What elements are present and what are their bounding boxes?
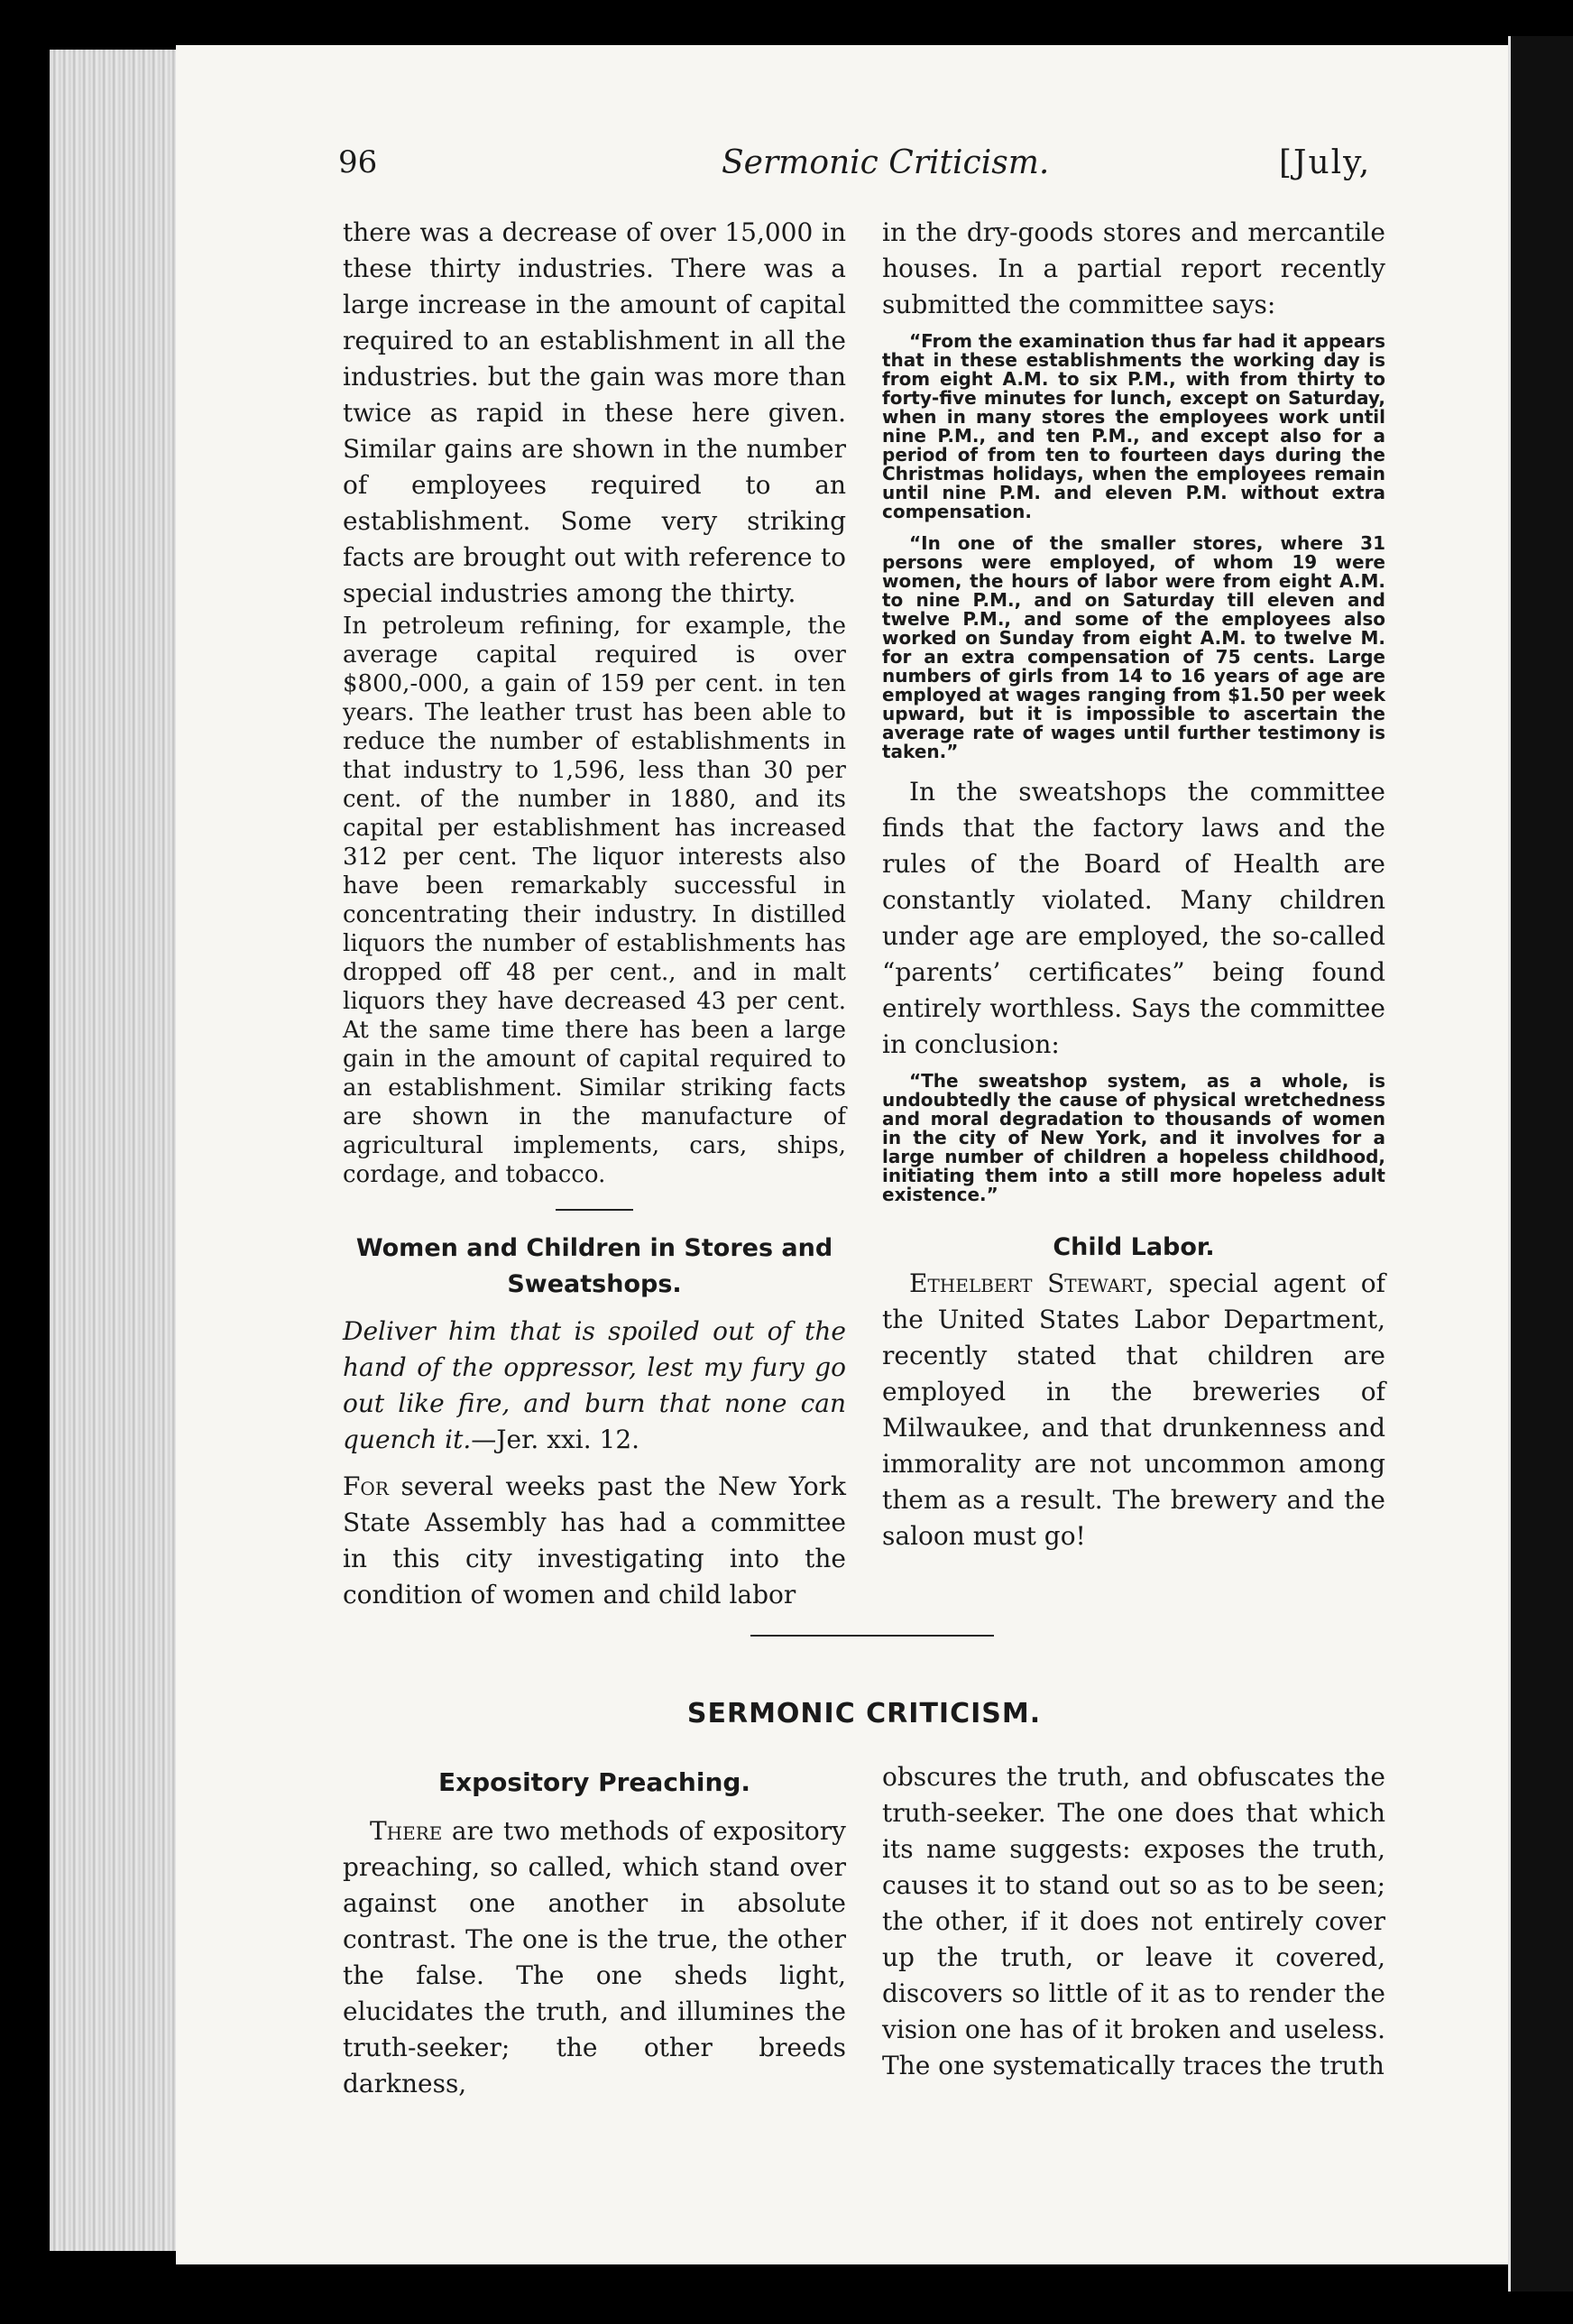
running-month: [July, <box>1279 144 1372 181</box>
section-divider <box>750 1635 994 1637</box>
left-column <box>343 215 846 1613</box>
epigraph-reference: —Jer. xxi. 12. <box>471 1425 640 1454</box>
epigraph <box>343 1314 846 1458</box>
expository-paragraph-left <box>343 1813 846 2102</box>
left-paragraph-3-text: several weeks past the New York State Assembly has had a committee in this city investigating into the condition of women and child labor <box>343 1471 846 1609</box>
committee-quote-2: “In one of the smaller stores, where 31 persons were employed, of whom 19 were women, the hours of labor were from eight A.M. to nine P.M., and on Saturday till eleven and twelve P.M., and some of the employees also worked on Sunday from eight A.M. to twelve M. for an extra compensation of 75 cents. Large numbers of girls from 14 to 16 years of age are employed at wages ranging from $1.50 per week upward, but it is impossible to ascertain the average rate of wages until further testimony is taken.” <box>882 532 1385 762</box>
bottom-left-column <box>343 1765 846 2102</box>
right-paragraph-3-lead: Ethelbert Stewart, <box>909 1268 1154 1298</box>
scan-background <box>1511 36 1573 2292</box>
bottom-right-column <box>882 1759 1385 2084</box>
sub-heading-expository-preaching: Expository Preaching. <box>437 1767 751 1797</box>
left-paragraph-3-lead: For <box>343 1471 389 1501</box>
committee-quote-3: “The sweatshop system, as a whole, is undoubtedly the cause of physical wretchedness and moral degradation to thousands of women in the city of New York, and it involves for a large number of children a hopeless childhood, initiating them into a still more hopeless adult existence.” <box>882 1070 1385 1205</box>
left-paragraph-1: there was a decrease of over 15,000 in these thirty industries. There was a large increase in the amount of capital required to an establishment in all the industries. but the gain was more than twice as rapid in these here given. Similar gains are shown in the number of employees required to an establishment. Some very striking facts are brought out with reference to special industries among the thirty. <box>343 217 846 608</box>
page-number: 96 <box>338 144 378 180</box>
left-paragraph-2: In petroleum refining, for example, the average capital required is over $800,-000, a gain of 159 per cent. in ten years. The leather trust has been able to reduce the number of establishments in that industry to 1,596, less than 30 per cent. of the number in 1880, and its capital per establishment has increased 312 per cent. The liquor interests also have been remarkably successful in concentrating their industry. In distilled liquors the number of establishments has dropped off 48 per cent., and in malt liquors they have decreased 43 per cent. At the same time there has been a large gain in the amount of capital required to an establishment. Similar striking facts are shown in the manufacture of agricultural implements, cars, ships, cordage, and tobacco. <box>343 613 846 1188</box>
running-title: Sermonic Criticism. <box>722 144 1050 181</box>
section-heading-child-labor: Child Labor. <box>1053 1233 1215 1261</box>
main-heading-sermonic-criticism: SERMONIC CRITICISM. <box>686 1698 1042 1729</box>
epigraph-text: Deliver him that is spoiled out of the hand of the oppressor, lest my fury go out like fire, and burn that none can quench it. <box>343 1316 846 1454</box>
committee-quote-1: “From the examination thus far had it appears that in these establishments the working day is from eight A.M. to six P.M., with from thirty to forty-five minutes for lunch, except on Saturday, when in many stores the employees work until nine P.M., and ten P.M., and except also for a period of from ten to fourteen days during the Christmas holidays, when the employees remain until nine P.M. and eleven P.M. without extra compensation. <box>882 330 1385 522</box>
expository-text-left: are two methods of expository preaching, so called, which stand over against one another in absolute contrast. The one is the true, the other the false. The one sheds light, elucidates the truth, and illumines the truth-seeker; the other breeds darkness, <box>343 1816 846 2098</box>
section-heading-women-children: Women and Children in Stores and Sweatshops. <box>355 1234 833 1298</box>
right-paragraph-1: in the dry-goods stores and mercantile houses. In a partial report recently submitted the committee says: <box>882 217 1385 319</box>
book-page-edges <box>50 50 185 2251</box>
right-paragraph-3-text: special agent of the United States Labor Department, recently stated that children are employed in the breweries of Milwaukee, and that drunkenness and immorality are not uncommon among them as a result. The brewery and the saloon must go! <box>882 1268 1386 1551</box>
right-column <box>882 215 1385 1554</box>
right-paragraph-3 <box>882 1266 1385 1554</box>
section-rule <box>556 1209 633 1211</box>
left-paragraph-3 <box>343 1469 846 1613</box>
expository-lead: There <box>370 1816 443 1846</box>
expository-paragraph-right: obscures the truth, and obfuscates the truth-seeker. The one does that which its name suggests: exposes the truth, causes it to stand out so as to be seen; the other, if it does not entirely cover up the truth, or leave it covered, discovers so little of it as to render the vision one has of it broken and useless. The one systematically traces the truth <box>882 1762 1385 2080</box>
right-paragraph-2: In the sweatshops the committee finds that the factory laws and the rules of the Board of Health are constantly violated. Many children under age are employed, the so-called “parents’ certificates” being found entirely worthless. Says the committee in conclusion: <box>882 777 1385 1059</box>
